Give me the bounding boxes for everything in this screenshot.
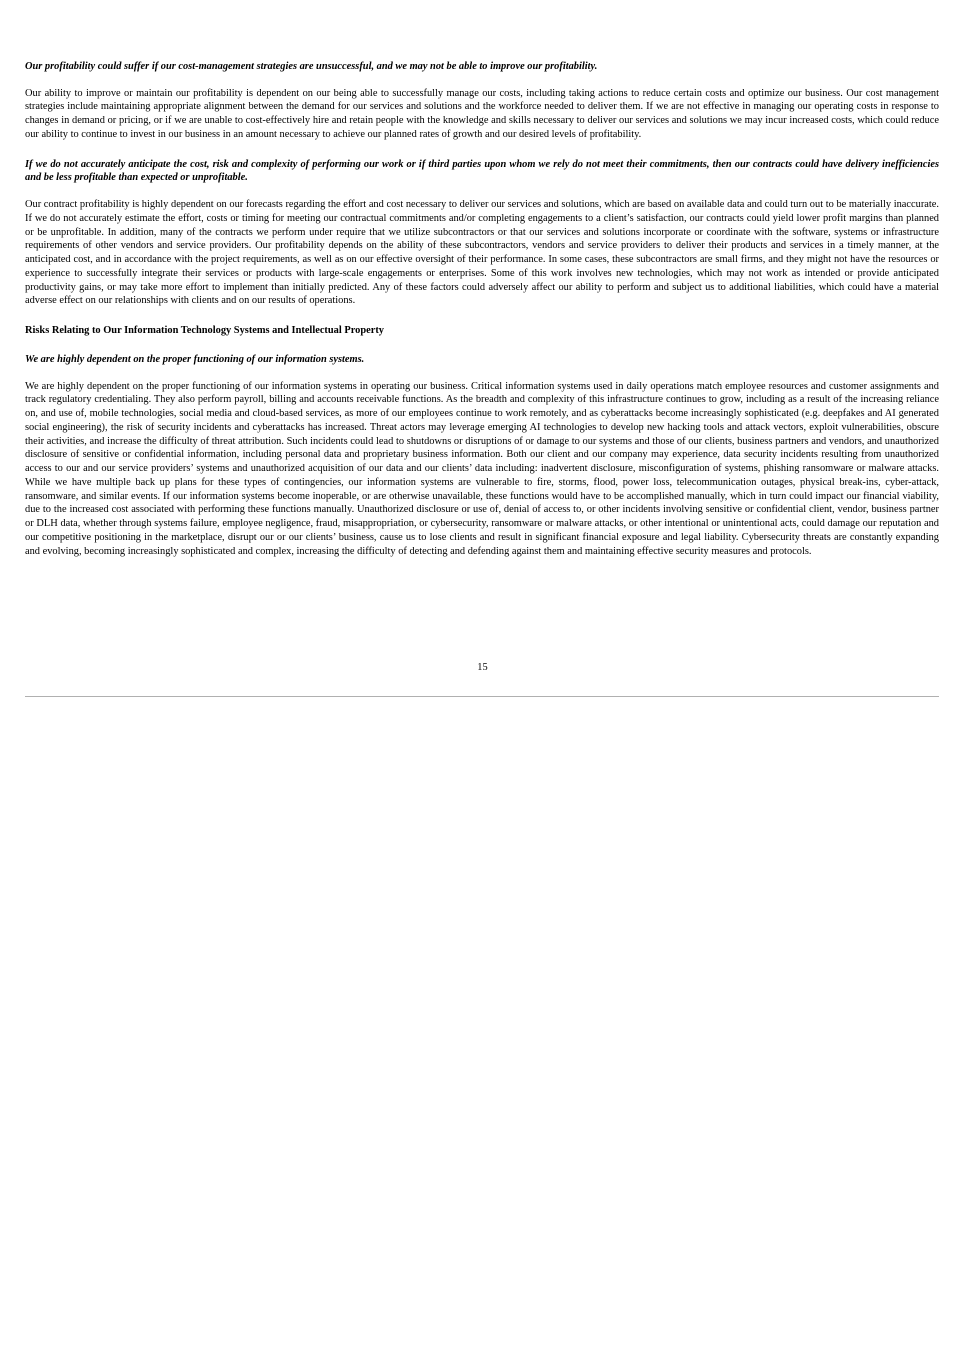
risk-body-information-systems: We are highly dependent on the proper functioning of our information systems in operating our business. Critical information systems used in daily operations match employee resources and customer assignments and track regulatory credentialing. They also perform payroll, billing and accounts receivable functions. As the breadth and complexity of this infrastructure continues to grow, including as a result of the increasing reliance on, and use of, mobile technologies, social media and cloud-based services, as more of our employees continue to work remotely, and as cyberattacks become increasingly sophisticated (e.g. deepfakes and AI generated social engineering), the risk of security incidents and cyberattacks has increased. Threat actors may leverage emerging AI technologies to develop new hacking tools and attack vectors, exploit vulnerabilities, obscure their activities, and increase the difficulty of threat attribution. Such incidents could lead to shutdowns or disruptions of or damage to our systems and those of our clients, business partners and vendors, and unauthorized disclosure of sensitive or confidential information, including personal data and proprietary business information. Both our client and our company may experience, data security incidents resulting from unauthorized access to our and our service providers’ systems and unauthorized acquisition of our data and our clients’ data including: inadvertent disclosure, misconfiguration of systems, phishing ransomware or malware attacks. While we have multiple back up plans for these types of contingencies, our information systems are vulnerable to fire, storms, flood, power loss, telecommunication outages, physical break-ins, cyber-attack, ransomware, and similar events. If our information systems become inoperable, or are otherwise unavailable, these functions would have to be accomplished manually, which in turn could impact our financial viability, due to the increased cost associated with performing these functions manually. Unauthorized disclosure or use of, denial of access to, or other incidents involving sensitive or confidential client, vendor, business partner or DLH data, whether through systems failure, employee negligence, fraud, misappropriation, or cybersecurity, ransomware or malware attacks, or other intentional or unintentional acts, could damage our reputation and our competitive positioning in the marketplace, disrupt our or our clients’ business, cause us to lose clients and result in significant financial exposure and legal liability. Cybersecurity threats are constantly expanding and evolving, becoming increasingly sophisticated and complex, increasing the difficulty of detecting and defending against them and maintaining effective security measures and protocols. [25, 380, 939, 557]
document-page [25, 60, 939, 558]
risk-body-contract-cost: Our contract profitability is highly dependent on our forecasts regarding the effort and cost necessary to deliver our services and solutions, which are based on available data and could turn out to be materially inaccurate. If we do not accurately estimate the effort, costs or timing for meeting our contractual commitments and/or completing engagements to a client’s satisfaction, our contracts could yield lower profit margins than planned or be unprofitable. In addition, many of the contracts we perform under require that we utilize subcontractors or that our services and solutions incorporate or coordinate with the software, systems or infrastructure requirements of other vendors and service providers. Our profitability depends on the ability of these subcontractors, vendors and service providers to deliver their products and services in a timely manner, at the anticipated cost, and in accordance with the project requirements, as well as on our effective oversight of their performance. In some cases, these subcontractors are small firms, and they might not have the resources or experience to successfully integrate their services or products with large-scale engagements or enterprises. Some of this work involves new technologies, which may not work as intended or provide anticipated productivity gains, or may take more effort to implement than initially predicted. Any of these factors could adversely affect our ability to perform and subject us to additional liabilities, which could have a material adverse effect on our relationships with clients and on our results of operations. [25, 199, 939, 307]
page-divider [25, 696, 939, 697]
page-number: 15 [477, 662, 488, 673]
risk-heading-cost-management: Our profitability could suffer if our cost-management strategies are unsuccessful, and we may not be able to improve our profitability. [25, 61, 598, 72]
risk-body-cost-management: Our ability to improve or maintain our profitability is dependent on our being able to successfully manage our costs, including taking actions to reduce certain costs and optimize our business. Our cost management strategies include maintaining appropriate alignment between the demand for our services and solutions and the workforce needed to deliver them. If we are not effective in managing our operating costs in response to changes in demand or pricing, or if we are unable to cost-effectively hire and retain people with the knowledge and skills necessary to deliver our services and solutions we may incur increased costs, which could reduce our ability to continue to invest in our business in an amount necessary to achieve our planned rates of growth and our desired levels of profitability. [25, 87, 939, 140]
risk-heading-contract-cost: If we do not accurately anticipate the cost, risk and complexity of performing our work or if third parties upon whom we rely do not meet their commitments, then our contracts could have delivery inefficiencies and be less profitable than expected or unprofitable. [25, 158, 939, 184]
risk-heading-information-systems: We are highly dependent on the proper functioning of our information systems. [25, 353, 365, 365]
section-title-it-systems: Risks Relating to Our Information Technology Systems and Intellectual Property [25, 325, 384, 337]
